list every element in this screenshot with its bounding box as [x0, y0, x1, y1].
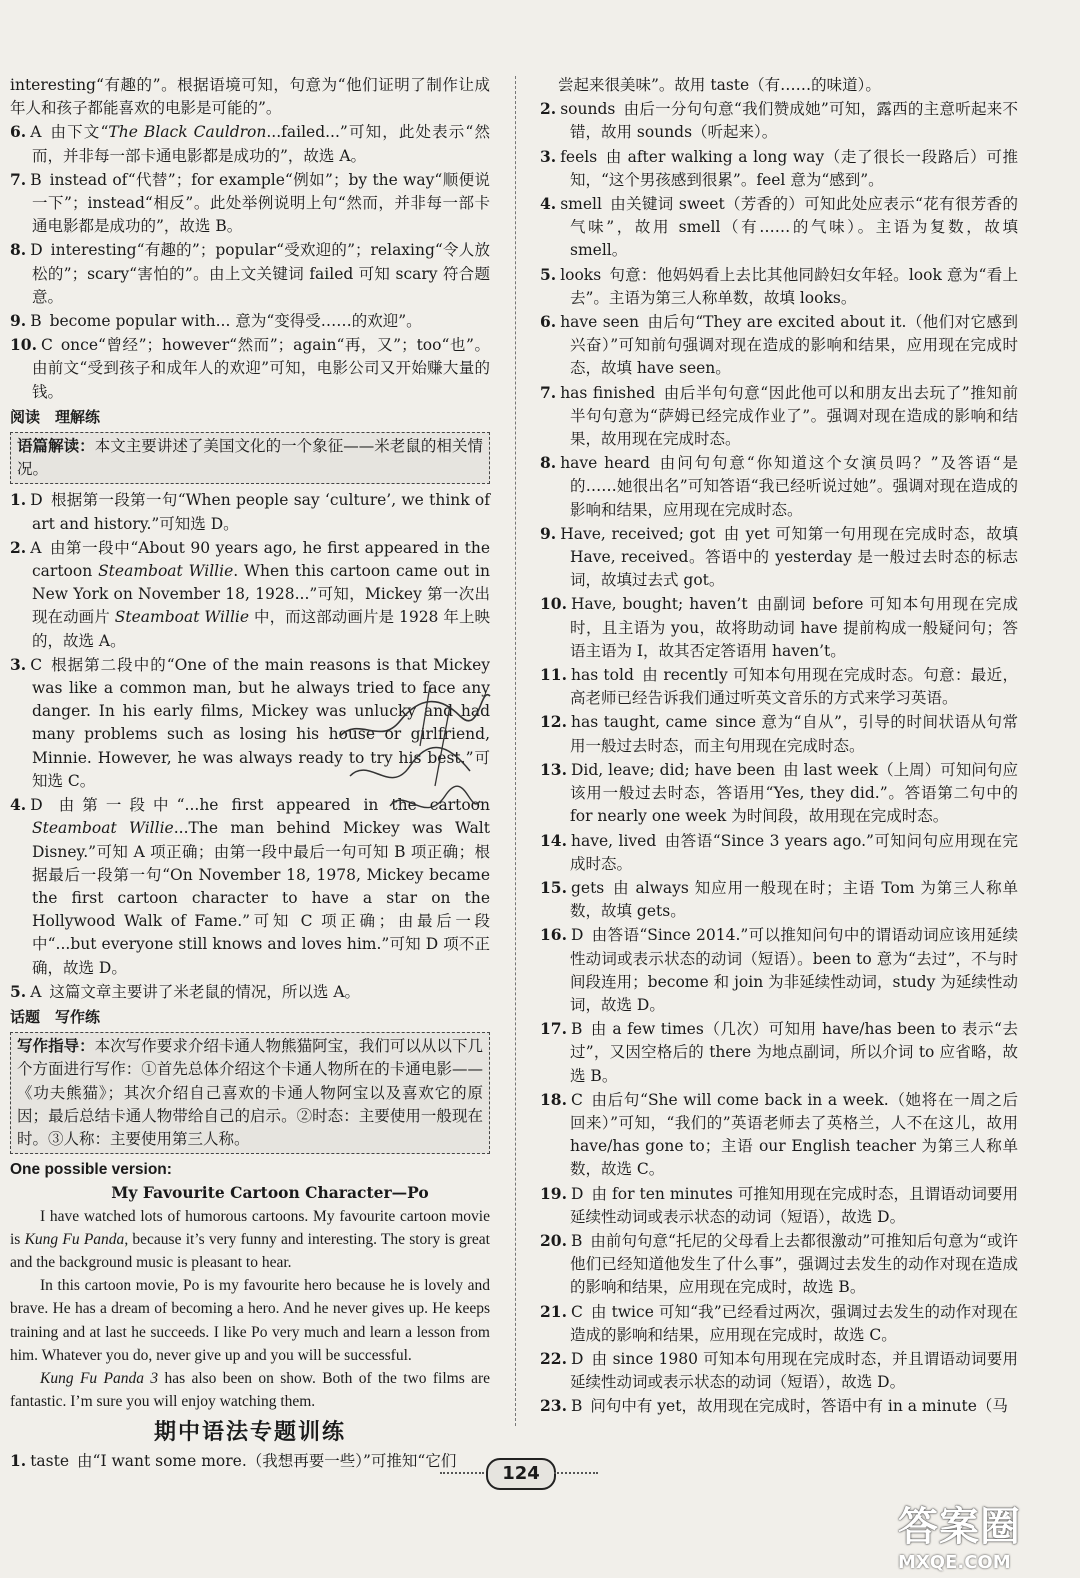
continued-text-right: 尝起来很美味”。故用 taste（有……的味道）。 [558, 76, 881, 94]
reading-summary-box: 语篇解读：本文主要讲述了美国文化的一个象征——米老鼠的相关情况。 [10, 432, 490, 484]
grammar-answer-item: 11. has told 由 recently 可知本句用现在完成时态。句意：最近，高老师已经告诉我们通过听英文音乐的方式来学习英语。 [540, 665, 1019, 708]
grammar-answer-item: 6. have seen 由后句“They are excited about it.（他们对它感到兴奋）”可知前句强调对现在造成的影响和结果，应用现在完成时态，故填 have seen。 [540, 312, 1018, 378]
grammar-answer-item: 4. smell 由关键词 sweet（芳香的）可知此处应表示“花有很芳香的气味”，故用 smell（有……的气味）。主语为复数，故填 smell。 [540, 194, 1018, 260]
answer-item-10: 10. C once“曾经”；however“然而”；again“再，又”；too“也”。由前文“受到孩子和成年人的欢迎”可知，电影公司又开始赚大量的钱。 [10, 335, 490, 401]
reading-answer-2: 2. A 由第一段中“About 90 years ago, he first appeared in the cartoon Steamboat Willie. When this cartoon came out in New York on November 18, 1928...”可知，Mickey 第一次出现在动画片 Steamboat Willie 中，而这部动画片是 1928 年上映的，故选 A。 [10, 537, 490, 650]
grammar-answer-item: 16. D 由答语“Since 2014.”可以推知问句中的谓语动词应该用延续性动词或表示状态的动词（短语）。been to 意为“去过”，不与时间段连用；become 和 join 为非延续性动词，study 为延续性动词，故选 D。 [540, 925, 1018, 1014]
grammar-answer-item: 9. Have, received; got 由 yet 可知第一句用现在完成时态，故填 Have, received。答语中的 yesterday 是一般过去时态的标志词，故填过去式 got。 [540, 523, 1018, 590]
watermark-url: MXQE.COM [898, 1552, 1011, 1573]
answer-item-9: 9. B become popular with... 意为“变得受……的欢迎”。 [10, 311, 422, 331]
grammar-answer-item: 3. feels 由 after walking a long way（走了很长一段路后）可推知，“这个男孩感到很累”。feel 意为“感到”。 [540, 146, 1018, 189]
grammar-answer-1: 1. taste 由“I want some more.（我想再要一些）”可推知“它们 [10, 1450, 457, 1470]
grammar-answer-item: 12. has taught, came since 意为“自从”，引导的时间状语从句常用一般过去时态，而主句用现在完成时态。 [540, 712, 1018, 755]
grammar-answer-item: 10. Have, bought; haven’t 由副词 before 可知本句用现在完成时，且主语为 you，故将助动词 have 提前构成一般疑问句；答语主语为 I，故其否定答语用 haven’t。 [540, 594, 1018, 660]
grammar-answer-item: 19. D 由 for ten minutes 可推知用现在完成时态，且谓语动词要用延续性动词或表示状态的动词（短语），故选 D。 [540, 1183, 1018, 1226]
grammar-answer-item: 18. C 由后句“She will come back in a week.（她将在一周之后回来）”可知，“我们的”英语老师去了英格兰，人不在这儿，故用 have/has gone to；主语 our English teacher 为第三人称单数，故选 C。 [540, 1089, 1018, 1179]
page-number-rule-left [440, 1472, 484, 1474]
writing-guide-box: 写作指导：本次写作要求介绍卡通人物熊猫阿宝，我们可以从以下几个方面进行写作：①首先总体介绍这个卡通人物所在的卡通电影——《功夫熊猫》；其次介绍自己喜欢的卡通人物阿宝以及喜欢它的原因；最后总结卡通人物带给自己的启示。②时态：主要使用一般现在时。③人称：主要使用第三人称。 [10, 1032, 490, 1154]
essay-paragraph-3: Kung Fu Panda 3 has also been on show. Both of the two films are fantastic. I’m sure you will enjoy watching them. [10, 1369, 490, 1411]
watermark-text: 答案圈 [898, 1504, 1021, 1550]
right-column [540, 74, 1018, 1419]
grammar-answer-list [540, 97, 1018, 1418]
grammar-answer-item: 21. C 由 twice 可知“我”已经看过两次，强调过去发生的动作对现在造成的影响和结果，应用现在完成时，故选 C。 [540, 1301, 1018, 1344]
answer-item-7: 7. B instead of“代替”；for example“例如”；by the way“顺便说一下”；instead“相反”。此处举例说明上句“然而，并非每一部卡通电影都是成功的”，故选 B。 [10, 169, 490, 236]
grammar-answer-item: 20. B 由前句句意“托尼的父母看上去都很激动”可推知后句意为“或许他们已经知道他发生了什么事”，强调过去发生的动作对现在造成的影响和结果，应用现在完成时，故选 B。 [540, 1230, 1018, 1297]
essay-title: My Favourite Cartoon Character—Po [111, 1183, 429, 1203]
section-heading-reading: 阅读 理解练 [10, 407, 101, 426]
section-title-grammar: 期中语法专题训练 [153, 1420, 346, 1446]
grammar-answer-item: 8. have heard 由问句句意“你知道这个女演员吗？”及答语“是的……她很出名”可知答语“我已经听说过她”。强调对现在造成的影响和结果，应用现在完成时态。 [540, 453, 1018, 519]
essay-paragraph-1: I have watched lots of humorous cartoons. My favourite cartoon movie is Kung Fu Panda, because it’s very funny and interesting. The story is great and the background music is pleasant to hear. [10, 1207, 490, 1271]
handwriting-scribble-icon [330, 676, 500, 836]
reading-answer-1: 1. D 根据第一段第一句“When people say ‘culture’, we think of art and history.”可知选 D。 [10, 490, 490, 533]
grammar-answer-item: 14. have, lived 由答语“Since 3 years ago.”可知问句应用现在完成时态。 [540, 830, 1019, 873]
page-number: 124 [486, 1458, 556, 1490]
column-divider [515, 76, 516, 1426]
grammar-answer-item: 22. D 由 since 1980 可知本句用现在完成时态，并且谓语动词要用延续性动词或表示状态的动词（短语），故选 D。 [540, 1348, 1018, 1392]
watermark-logo [898, 1495, 1068, 1571]
page-number-rule-right [554, 1472, 598, 1474]
grammar-answer-item: 5. looks 句意：他妈妈看上去比其他同龄妇女年轻。look 意为“看上去”。主语为第三人称单数，故填 looks。 [540, 264, 1018, 307]
reading-answer-5: 5. A 这篇文章主要讲了米老鼠的情况，所以选 A。 [10, 981, 361, 1001]
reading-answer-3: 3. C 根据第二段中的“One of the main reasons is that Mickey was like a common man, but he always tried to face any danger. In his early films, Mickey was unlucky and had many problems such as losing his house or girlfriend, Minnie. However, he was always ready to try his best.”可知选 C。 [10, 654, 490, 790]
grammar-answer-item: 13. Did, leave; did; have been 由 last week（上周）可知问句应该用一般过去时态，答语用“Yes, they did.”。答语第二句中的 for nearly one week 为时间段，故用现在完成时态。 [540, 759, 1018, 826]
section-heading-writing: 话题 写作练 [10, 1007, 101, 1026]
continued-text: interesting“有趣的”。根据语境可知，句意为“他们证明了制作让成年人和孩子都能喜欢的电影是可能的”。 [10, 76, 490, 118]
grammar-answer-item: 17. B 由 a few times（几次）可知用 have/has been to 表示“去过”，又因空格后的 there 为地点副词，所以介词 to 应省略，故选 B。 [540, 1019, 1018, 1085]
reading-answer-4: 4. D 由第一段中“...he first appeared in the cartoon Steamboat Willie...The man behind Mickey was Walt Disney.”可知 A 项正确；由第一段中最后一句可知 B 项正确；根据最后一段第一句“On November 18, 1978, Mickey became the first cartoon character to have a star on the Hollywood Walk of Fame.”可知 C 项正确；由最后一段中“...but everyone still knows and loves him.”可知 D 项不正确，故选 D。 [10, 795, 490, 977]
answer-item-8: 8. D interesting“有趣的”；popular“受欢迎的”；relaxing“令人放松的”；scary“害怕的”。由上文关键词 failed 可知 scary 符合题意。 [10, 240, 490, 306]
essay-paragraph-2: In this cartoon movie, Po is my favourite hero because he is lovely and brave. He has a dream of becoming a hero. And he never gives up. He keeps training and at last he succeeds. I like Po very much and learn a lesson from him. Whatever you do, never give up and you will be successful. [10, 1277, 490, 1364]
grammar-answer-item: 15. gets 由 always 知应用一般现在时；主语 Tom 为第三人称单数，故填 gets。 [540, 877, 1018, 921]
answer-item-6: 6. A 由下文“The Black Cauldron...failed...”可知，此处表示“然而，并非每一部卡通电影都是成功的”，故选 A。 [10, 122, 490, 165]
grammar-answer-item: 2. sounds 由后一分句句意“我们赞成她”可知，露西的主意听起来不错，故用 sounds（听起来）。 [540, 99, 1018, 142]
grammar-answer-item: 7. has finished 由后半句句意“因此他可以和朋友出去玩了”推知前半句句意为“萨姆已经完成作业了”。强调对现在造成的影响和结果，故用现在完成时态。 [540, 382, 1018, 449]
essay-heading: One possible version: [10, 1161, 172, 1179]
grammar-answer-item: 23. B 问句中有 yet，故用现在完成时，答语中有 in a minute（马 [540, 1396, 1008, 1416]
